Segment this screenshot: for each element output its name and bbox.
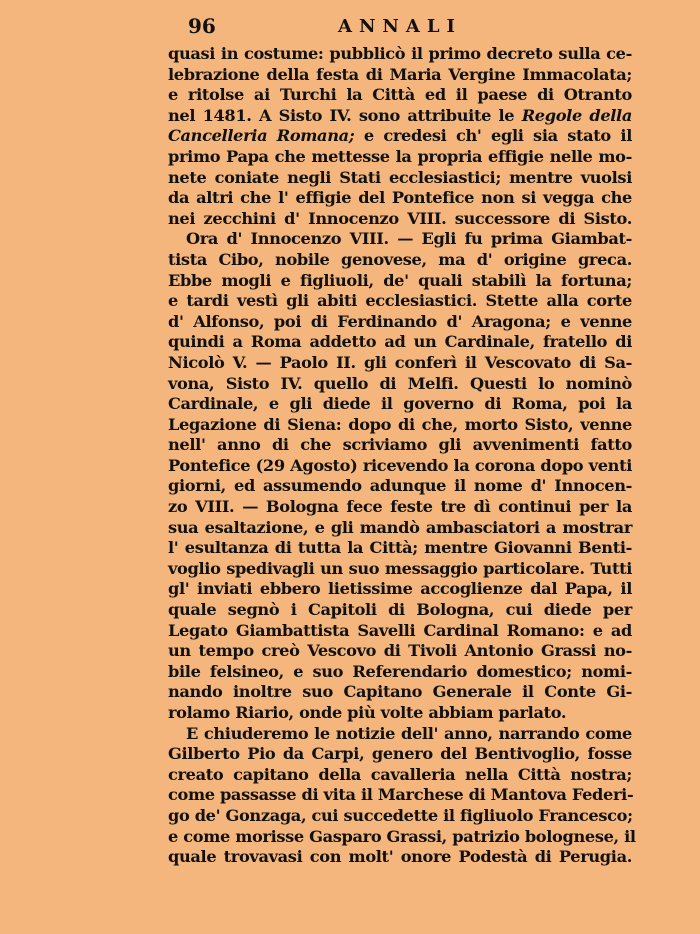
text-line: zo VIII. — Bologna fece feste tre dì continui per la bbox=[168, 497, 632, 517]
text-line: lebrazione della festa di Maria Vergine Immacolata; bbox=[168, 64, 632, 84]
text-line: go de' Gonzaga, cui succedette il figliuolo Francesco; bbox=[168, 805, 633, 825]
text-line: nando inoltre suo Capitano Generale il Conte Gi- bbox=[168, 682, 632, 702]
text-line: gl' inviati ebbero lietissime accoglienze dal Papa, il bbox=[168, 579, 632, 599]
text-line: Pontefice (29 Agosto) ricevendo la corona dopo venti bbox=[168, 455, 632, 475]
text-line: quindi a Roma addetto ad un Cardinale, fratello di bbox=[168, 332, 632, 352]
text-line: un tempo creò Vescovo di Tivoli Antonio Grassi no- bbox=[168, 641, 632, 661]
text-line: creato capitano della cavalleria nella Città nostra; bbox=[168, 764, 632, 784]
text-line: nell' anno di che scriviamo gli avvenimenti fatto bbox=[168, 435, 632, 455]
body-text bbox=[168, 44, 636, 868]
text-line: tista Cibo, nobile genovese, ma d' origine greca. bbox=[168, 249, 632, 269]
text-line: giorni, ed assumendo adunque il nome d' Innocen- bbox=[168, 476, 632, 496]
text-line: Cardinale, e gli diede il governo di Roma, poi la bbox=[168, 394, 632, 414]
paragraph-start-line: E chiuderemo le notizie dell' anno, narrando come bbox=[186, 723, 632, 743]
text-line: nel 1481. A Sisto IV. sono attribuite le Regole della bbox=[168, 105, 632, 125]
text-line: e tardi vestì gli abiti ecclesiastici. Stette alla corte bbox=[168, 291, 632, 311]
text-line: quale segnò i Capitoli di Bologna, cui diede per bbox=[168, 600, 632, 620]
text-line: e ritolse ai Turchi la Città ed il paese di Otranto bbox=[168, 85, 632, 105]
text-line: l' esultanza di tutta la Città; mentre Giovanni Benti- bbox=[168, 538, 632, 558]
text-line: Nicolò V. — Paolo II. gli conferì il Vescovato di Sa- bbox=[168, 352, 632, 372]
page-number: 96 bbox=[188, 14, 216, 38]
text-line: d' Alfonso, poi di Ferdinando d' Aragona; e venne bbox=[168, 311, 632, 331]
text-line: quasi in costume: pubblicò il primo decreto sulla ce- bbox=[168, 44, 632, 63]
text-line: come passasse di vita il Marchese di Mantova Federi- bbox=[168, 785, 634, 805]
text-line: sua esaltazione, e gli mandò ambasciatori a mostrar bbox=[168, 517, 632, 537]
paragraph-end-line: rolamo Riario, onde più volte abbiam parlato. bbox=[168, 703, 567, 722]
text-line: Gilberto Pio da Carpi, genero del Bentivoglio, fosse bbox=[168, 744, 632, 764]
text-line: voglio spedivagli un suo messaggio particolare. Tutti bbox=[168, 558, 632, 578]
text-line: e come morisse Gasparo Grassi, patrizio bolognese, il bbox=[168, 826, 636, 846]
text-line: bile felsineo, e suo Referendario domestico; nomi- bbox=[168, 661, 632, 681]
text-line: Legazione di Siena: dopo di che, morto Sisto, venne bbox=[168, 414, 632, 434]
text-line: Ebbe mogli e figliuoli, de' quali stabilì la fortuna; bbox=[168, 270, 632, 290]
text-line: nei zecchini d' Innocenzo VIII. successore di Sisto. bbox=[168, 208, 632, 228]
text-line: Cancelleria Romana; e credesi ch' egli sia stato il bbox=[168, 126, 632, 146]
running-title: ANNALI bbox=[338, 16, 462, 37]
text-line: nete coniate negli Stati ecclesiastici; mentre vuolsi bbox=[168, 167, 632, 187]
text-line: primo Papa che mettesse la propria effigie nelle mo- bbox=[168, 146, 632, 166]
text-line: vona, Sisto IV. quello di Melfi. Questi lo nominò bbox=[168, 373, 632, 393]
text-line: da altri che l' effigie del Pontefice non si vegga che bbox=[168, 188, 632, 208]
paragraph-start-line: Ora d' Innocenzo VIII. — Egli fu prima Giambat- bbox=[186, 229, 632, 249]
page-header bbox=[188, 14, 638, 42]
text-line: quale trovavasi con molt' onore Podestà di Perugia. bbox=[168, 847, 632, 867]
text-line: Legato Giambattista Savelli Cardinal Romano: e ad bbox=[168, 620, 632, 640]
